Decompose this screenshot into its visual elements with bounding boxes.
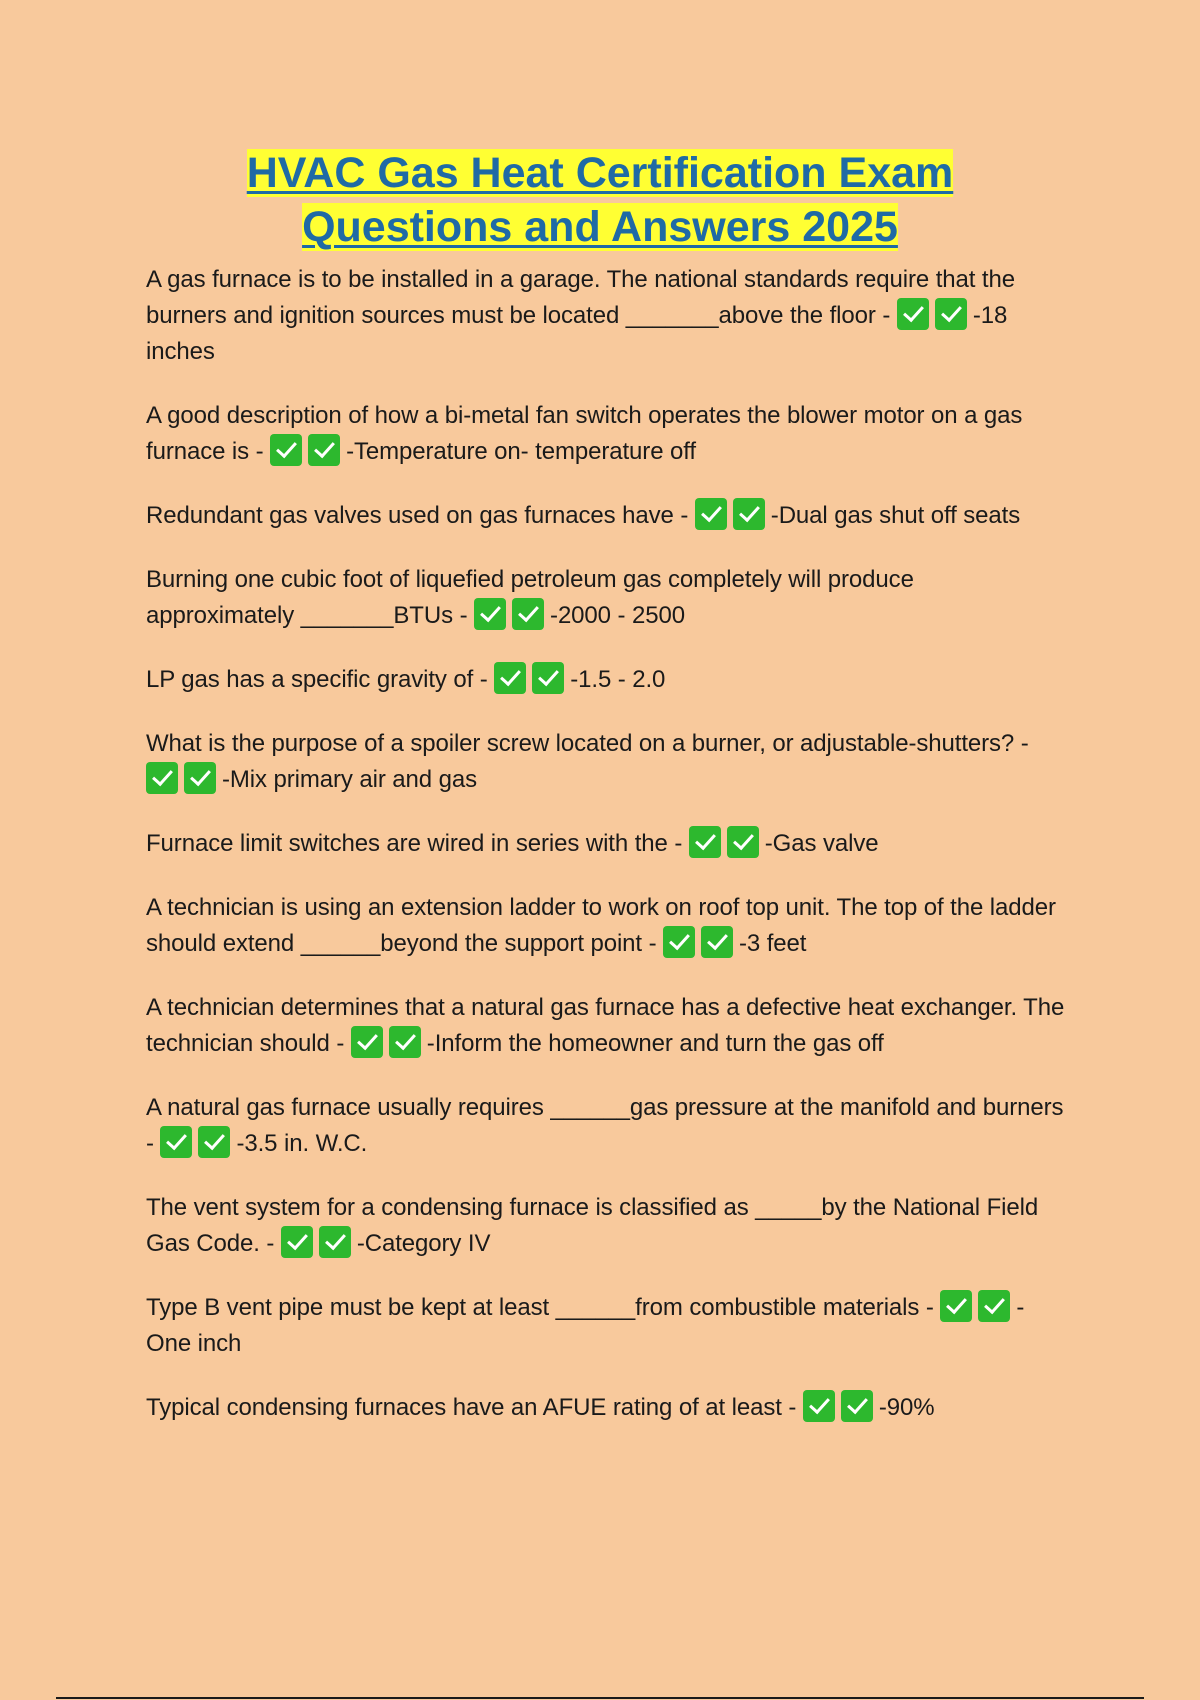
check-mark-icon bbox=[695, 498, 727, 530]
question-text: LP gas has a specific gravity of - bbox=[146, 666, 495, 693]
check-mark-icon bbox=[146, 762, 178, 794]
document-title bbox=[0, 146, 1200, 254]
question-text: A technician is using an extension ladder to work on roof top unit. The top of the ladder should extend ______beyond the support point - bbox=[146, 894, 1056, 957]
answer-checks bbox=[474, 598, 550, 634]
question-text: A natural gas furnace usually requires ______gas pressure at the manifold and burners - bbox=[146, 1094, 1064, 1157]
check-mark-icon bbox=[841, 1390, 873, 1422]
answer-text: -Mix primary air and gas bbox=[222, 766, 478, 793]
check-mark-icon bbox=[184, 762, 216, 794]
check-mark-icon bbox=[727, 826, 759, 858]
answer-checks bbox=[940, 1290, 1016, 1326]
check-mark-icon bbox=[270, 434, 302, 466]
question-text: What is the purpose of a spoiler screw located on a burner, or adjustable-shutters? - bbox=[146, 730, 1029, 757]
check-mark-icon bbox=[494, 662, 526, 694]
answer-checks bbox=[803, 1390, 879, 1426]
question-text: Redundant gas valves used on gas furnaces have - bbox=[146, 502, 695, 529]
check-mark-icon bbox=[319, 1226, 351, 1258]
check-mark-icon bbox=[733, 498, 765, 530]
check-mark-icon bbox=[351, 1026, 383, 1058]
question-text: Burning one cubic foot of liquefied petroleum gas completely will produce approximately _______BTUs - bbox=[146, 566, 914, 629]
question-text: Type B vent pipe must be kept at least ______from combustible materials - bbox=[146, 1294, 941, 1321]
qa-item bbox=[146, 1290, 1066, 1362]
check-mark-icon bbox=[803, 1390, 835, 1422]
check-mark-icon bbox=[897, 298, 929, 330]
check-mark-icon bbox=[160, 1126, 192, 1158]
qa-item bbox=[146, 990, 1066, 1062]
answer-text: -Gas valve bbox=[764, 830, 879, 857]
check-mark-icon bbox=[281, 1226, 313, 1258]
answer-checks bbox=[270, 434, 346, 470]
title-line-2: Questions and Answers 2025 bbox=[302, 203, 898, 251]
qa-item bbox=[146, 726, 1066, 798]
qa-item bbox=[146, 562, 1066, 634]
qa-item bbox=[146, 498, 1066, 534]
answer-text: -Dual gas shut off seats bbox=[770, 502, 1021, 529]
check-mark-icon bbox=[389, 1026, 421, 1058]
question-text: A good description of how a bi-metal fan switch operates the blower motor on a gas furnace is - bbox=[146, 402, 1023, 465]
check-mark-icon bbox=[689, 826, 721, 858]
qa-item bbox=[146, 662, 1066, 698]
qa-item bbox=[146, 398, 1066, 470]
question-text: Furnace limit switches are wired in series with the - bbox=[146, 830, 689, 857]
answer-text: -18 inches bbox=[146, 302, 1008, 365]
qa-item bbox=[146, 1390, 1066, 1426]
check-mark-icon bbox=[532, 662, 564, 694]
answer-text: -One inch bbox=[146, 1294, 1025, 1357]
answer-text: -1.5 - 2.0 bbox=[570, 666, 666, 693]
check-mark-icon bbox=[940, 1290, 972, 1322]
answer-text: -Temperature on- temperature off bbox=[346, 438, 696, 465]
qa-item bbox=[146, 262, 1066, 370]
answer-text: -Inform the homeowner and turn the gas off bbox=[426, 1030, 884, 1057]
answer-text: -3 feet bbox=[739, 930, 807, 957]
qa-item bbox=[146, 890, 1066, 962]
answer-checks bbox=[897, 298, 973, 334]
check-mark-icon bbox=[978, 1290, 1010, 1322]
answer-checks bbox=[281, 1226, 357, 1262]
answer-checks bbox=[695, 498, 771, 534]
bottom-divider bbox=[56, 1697, 1144, 1699]
check-mark-icon bbox=[512, 598, 544, 630]
check-mark-icon bbox=[198, 1126, 230, 1158]
question-text: A technician determines that a natural gas furnace has a defective heat exchanger. The technician should - bbox=[146, 994, 1065, 1057]
answer-checks bbox=[146, 762, 222, 798]
question-text: The vent system for a condensing furnace is classified as _____by the National Field Gas Code. - bbox=[146, 1194, 1039, 1257]
question-text: A gas furnace is to be installed in a garage. The national standards require that the burners and ignition sources must be located _______above the floor - bbox=[146, 266, 1015, 329]
answer-checks bbox=[689, 826, 765, 862]
answer-text: -2000 - 2500 bbox=[550, 602, 685, 629]
answer-text: -90% bbox=[878, 1394, 935, 1421]
check-mark-icon bbox=[935, 298, 967, 330]
check-mark-icon bbox=[701, 926, 733, 958]
check-mark-icon bbox=[308, 434, 340, 466]
check-mark-icon bbox=[663, 926, 695, 958]
answer-checks bbox=[494, 662, 570, 698]
qa-item bbox=[146, 1190, 1066, 1262]
title-line-1: HVAC Gas Heat Certification Exam bbox=[246, 149, 954, 197]
question-text: Typical condensing furnaces have an AFUE rating of at least - bbox=[146, 1394, 803, 1421]
answer-checks bbox=[663, 926, 739, 962]
answer-text: -3.5 in. W.C. bbox=[236, 1130, 368, 1157]
qa-item bbox=[146, 1090, 1066, 1162]
qa-item bbox=[146, 826, 1066, 862]
answer-checks bbox=[160, 1126, 236, 1162]
qa-list bbox=[146, 262, 1066, 1454]
answer-checks bbox=[351, 1026, 427, 1062]
answer-text: -Category IV bbox=[356, 1230, 491, 1257]
check-mark-icon bbox=[474, 598, 506, 630]
